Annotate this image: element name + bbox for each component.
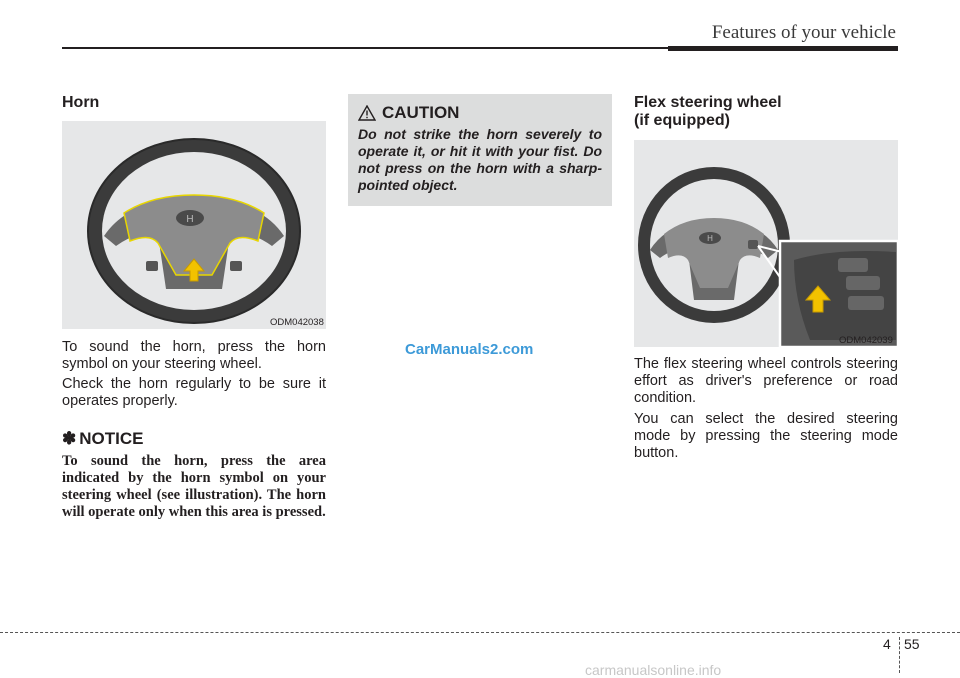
horn-para-2: Check the horn regularly to be sure it operates properly. — [62, 376, 326, 409]
header-tab-bar — [668, 46, 898, 51]
caution-title — [358, 103, 459, 123]
site-watermark[interactable]: CarManuals2.com — [405, 341, 534, 358]
notice-icon: ✽ — [62, 429, 77, 448]
svg-text:H: H — [707, 234, 713, 243]
horn-image-code: ODM042038 — [270, 317, 324, 328]
caution-title-text: CAUTION — [382, 103, 460, 122]
svg-text:H: H — [186, 214, 194, 225]
flex-steering-wheel-illustration — [634, 140, 898, 347]
steering-wheel-illustration — [62, 121, 326, 329]
horn-heading: Horn — [62, 94, 100, 111]
page-number: 55 — [904, 636, 920, 652]
notice-title-text: NOTICE — [79, 429, 144, 448]
page-number-divider — [899, 637, 900, 673]
horn-illustration — [62, 121, 326, 329]
flex-illustration — [634, 140, 898, 347]
flex-image-code: ODM042039 — [839, 335, 893, 346]
notice-title — [62, 429, 143, 449]
flex-heading — [634, 94, 782, 130]
flex-para-1: The flex steering wheel controls steering effort as driver's preference or road condition. — [634, 356, 898, 406]
warning-triangle-icon — [358, 105, 376, 121]
chapter-number: 4 — [883, 636, 891, 652]
notice-body: To sound the horn, press the area indicated by the horn symbol on your steering wheel (see illustration). The horn will operate only when this area is pressed. — [62, 453, 326, 520]
footer-rule — [0, 632, 960, 633]
caution-body: Do not strike the horn severely to operate it, or hit it with your fist. Do not press on the horn with a sharp-pointed object. — [358, 126, 602, 193]
flex-heading-line-2: (if equipped) — [634, 112, 730, 129]
horn-para-1: To sound the horn, press the horn symbol on your steering wheel. — [62, 339, 326, 372]
flex-para-2: You can select the desired steering mode by pressing the steering mode button. — [634, 411, 898, 461]
caution-box — [348, 94, 612, 206]
footer-site-watermark[interactable]: carmanualsonline.info — [585, 662, 722, 678]
flex-heading-line-1: Flex steering wheel — [634, 94, 782, 111]
page-header-title: Features of your vehicle — [711, 22, 896, 43]
